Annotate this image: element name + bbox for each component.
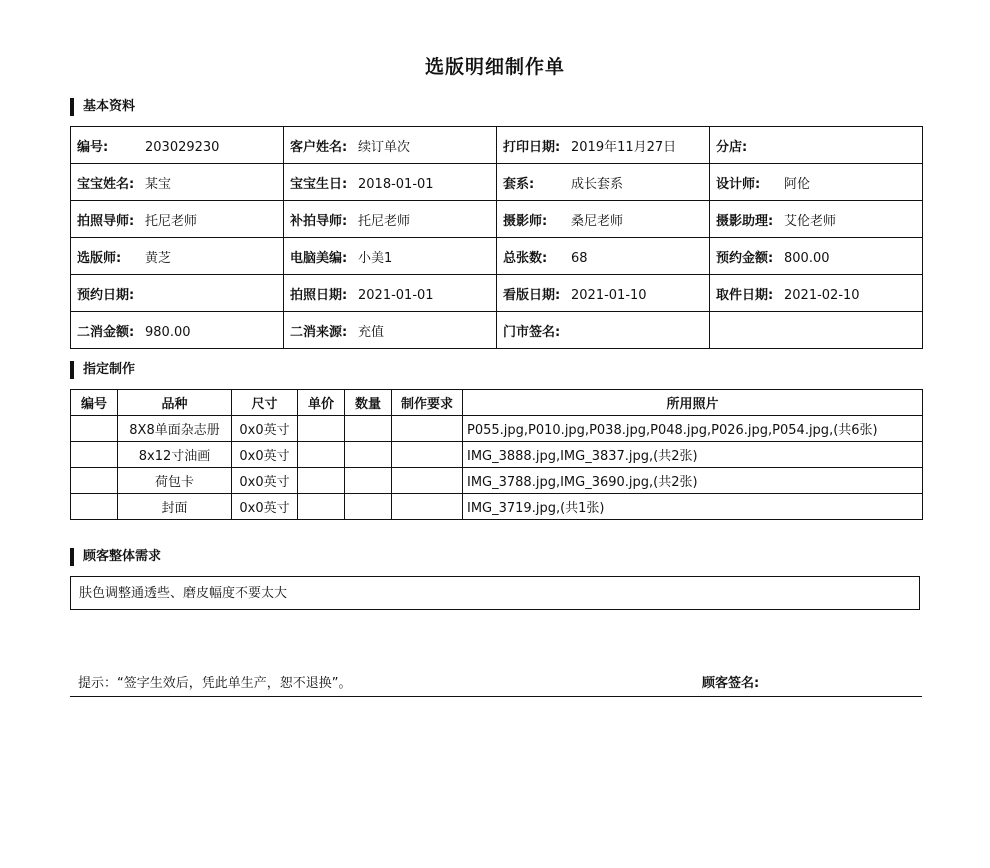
field-value: 980.00 <box>145 324 191 340</box>
field-label: 补拍导师: <box>290 213 348 229</box>
field-label: 选版师: <box>77 250 122 266</box>
basic-info-cell <box>284 201 497 238</box>
field-label: 拍照日期: <box>290 287 348 303</box>
table-row <box>71 494 923 520</box>
table-cell: 封面 <box>118 494 232 520</box>
table-cell: 0x0英寸 <box>232 468 298 494</box>
field-label: 拍照导师: <box>77 213 135 229</box>
footer-tip: 提示：“签字生效后，凭此单生产，恕不退换”。 <box>78 676 352 691</box>
basic-info-cell <box>710 164 923 201</box>
basic-info-row <box>71 164 923 201</box>
table-cell: 0x0英寸 <box>232 442 298 468</box>
field-value: 68 <box>571 250 588 266</box>
basic-info-cell <box>284 275 497 312</box>
section-heading-basic: 基本资料 <box>70 98 135 116</box>
basic-info-cell <box>710 312 923 349</box>
table-cell: 8X8单面杂志册 <box>118 416 232 442</box>
page-title: 选版明细制作单 <box>424 56 565 78</box>
field-label: 预约金额: <box>716 250 774 266</box>
table-cell <box>345 442 392 468</box>
table-cell <box>71 416 118 442</box>
basic-info-cell <box>710 127 923 164</box>
basic-info-cell <box>71 201 284 238</box>
production-table <box>70 389 923 520</box>
field-value: 2021-02-10 <box>784 287 860 303</box>
basic-info-cell <box>71 312 284 349</box>
field-value: 充值 <box>358 324 385 340</box>
field-label: 套系: <box>503 176 535 192</box>
section-heading-production: 指定制作 <box>70 361 135 379</box>
basic-info-row <box>71 312 923 349</box>
table-cell <box>298 468 345 494</box>
field-label: 取件日期: <box>716 287 774 303</box>
table-cell: 0x0英寸 <box>232 416 298 442</box>
basic-info-row <box>71 201 923 238</box>
footer <box>70 668 922 697</box>
field-value: 成长套系 <box>571 176 624 192</box>
basic-info-cell <box>284 164 497 201</box>
field-label: 看版日期: <box>503 287 561 303</box>
basic-info-cell <box>497 201 710 238</box>
table-cell <box>71 442 118 468</box>
field-value: 托尼老师 <box>145 213 198 229</box>
field-value: 托尼老师 <box>358 213 411 229</box>
table-cell <box>71 468 118 494</box>
field-label: 客户姓名: <box>290 139 348 155</box>
table-row <box>71 416 923 442</box>
production-header-row <box>71 390 923 416</box>
basic-info-cell <box>71 275 284 312</box>
field-label: 预约日期: <box>77 287 135 303</box>
column-header-quantity: 数量 <box>345 390 392 416</box>
field-value: 黄芝 <box>145 250 172 266</box>
table-cell <box>298 416 345 442</box>
table-cell: P055.jpg,P010.jpg,P038.jpg,P048.jpg,P026.jpg,P054.jpg,(共6张) <box>463 416 923 442</box>
field-label: 打印日期: <box>503 139 561 155</box>
field-label: 总张数: <box>503 250 548 266</box>
basic-info-row <box>71 127 923 164</box>
field-value: 小美1 <box>358 250 393 266</box>
table-cell: IMG_3888.jpg,IMG_3837.jpg,(共2张) <box>463 442 923 468</box>
basic-info-row <box>71 238 923 275</box>
column-header-size: 尺寸 <box>232 390 298 416</box>
table-cell <box>392 494 463 520</box>
table-cell: IMG_3788.jpg,IMG_3690.jpg,(共2张) <box>463 468 923 494</box>
table-cell <box>392 468 463 494</box>
table-row <box>71 468 923 494</box>
field-value: 2021-01-10 <box>571 287 647 303</box>
basic-info-row <box>71 275 923 312</box>
basic-info-cell <box>71 164 284 201</box>
basic-info-cell <box>497 164 710 201</box>
field-label: 二消来源: <box>290 324 348 340</box>
table-cell <box>298 494 345 520</box>
table-cell <box>345 416 392 442</box>
table-cell <box>345 468 392 494</box>
basic-info-cell <box>710 238 923 275</box>
basic-info-cell <box>71 127 284 164</box>
basic-info-cell <box>497 238 710 275</box>
basic-info-cell <box>71 238 284 275</box>
customer-needs-box: 肤色调整通透些、磨皮幅度不要太大 <box>70 576 920 610</box>
customer-signature-label: 顾客签名: <box>702 676 760 691</box>
table-cell: IMG_3719.jpg,(共1张) <box>463 494 923 520</box>
table-cell <box>392 416 463 442</box>
column-header-unit-price: 单价 <box>298 390 345 416</box>
field-value: 某宝 <box>145 176 172 192</box>
field-value: 阿伦 <box>784 176 811 192</box>
basic-info-cell <box>497 312 710 349</box>
field-value: 桑尼老师 <box>571 213 624 229</box>
table-cell: 0x0英寸 <box>232 494 298 520</box>
field-value: 800.00 <box>784 250 830 266</box>
table-cell <box>345 494 392 520</box>
column-header-photos: 所用照片 <box>463 390 923 416</box>
basic-info-cell <box>284 127 497 164</box>
column-header-number: 编号 <box>71 390 118 416</box>
basic-info-cell <box>710 201 923 238</box>
basic-info-cell <box>497 127 710 164</box>
basic-info-cell <box>497 275 710 312</box>
section-heading-needs: 顾客整体需求 <box>70 548 161 566</box>
table-cell: 荷包卡 <box>118 468 232 494</box>
column-header-variety: 品种 <box>118 390 232 416</box>
field-label: 摄影师: <box>503 213 548 229</box>
basic-info-table <box>70 126 923 349</box>
field-value: 艾伦老师 <box>784 213 837 229</box>
field-label: 编号: <box>77 139 109 155</box>
table-cell: 8x12寸油画 <box>118 442 232 468</box>
field-value: 续订单次 <box>358 139 411 155</box>
field-label: 分店: <box>716 139 748 155</box>
field-label: 宝宝姓名: <box>77 176 135 192</box>
field-value: 2019年11月27日 <box>571 139 677 155</box>
field-value: 2021-01-01 <box>358 287 434 303</box>
table-cell <box>392 442 463 468</box>
field-value: 2018-01-01 <box>358 176 434 192</box>
basic-info-cell <box>710 275 923 312</box>
field-label: 电脑美编: <box>290 250 348 266</box>
field-label: 宝宝生日: <box>290 176 348 192</box>
field-label: 门市签名: <box>503 324 561 340</box>
field-label: 摄影助理: <box>716 213 774 229</box>
field-label: 二消金额: <box>77 324 135 340</box>
field-value: 203029230 <box>145 139 220 155</box>
basic-info-cell <box>284 238 497 275</box>
basic-info-cell <box>284 312 497 349</box>
field-label: 设计师: <box>716 176 761 192</box>
column-header-requirements: 制作要求 <box>392 390 463 416</box>
table-row <box>71 442 923 468</box>
table-cell <box>298 442 345 468</box>
table-cell <box>71 494 118 520</box>
